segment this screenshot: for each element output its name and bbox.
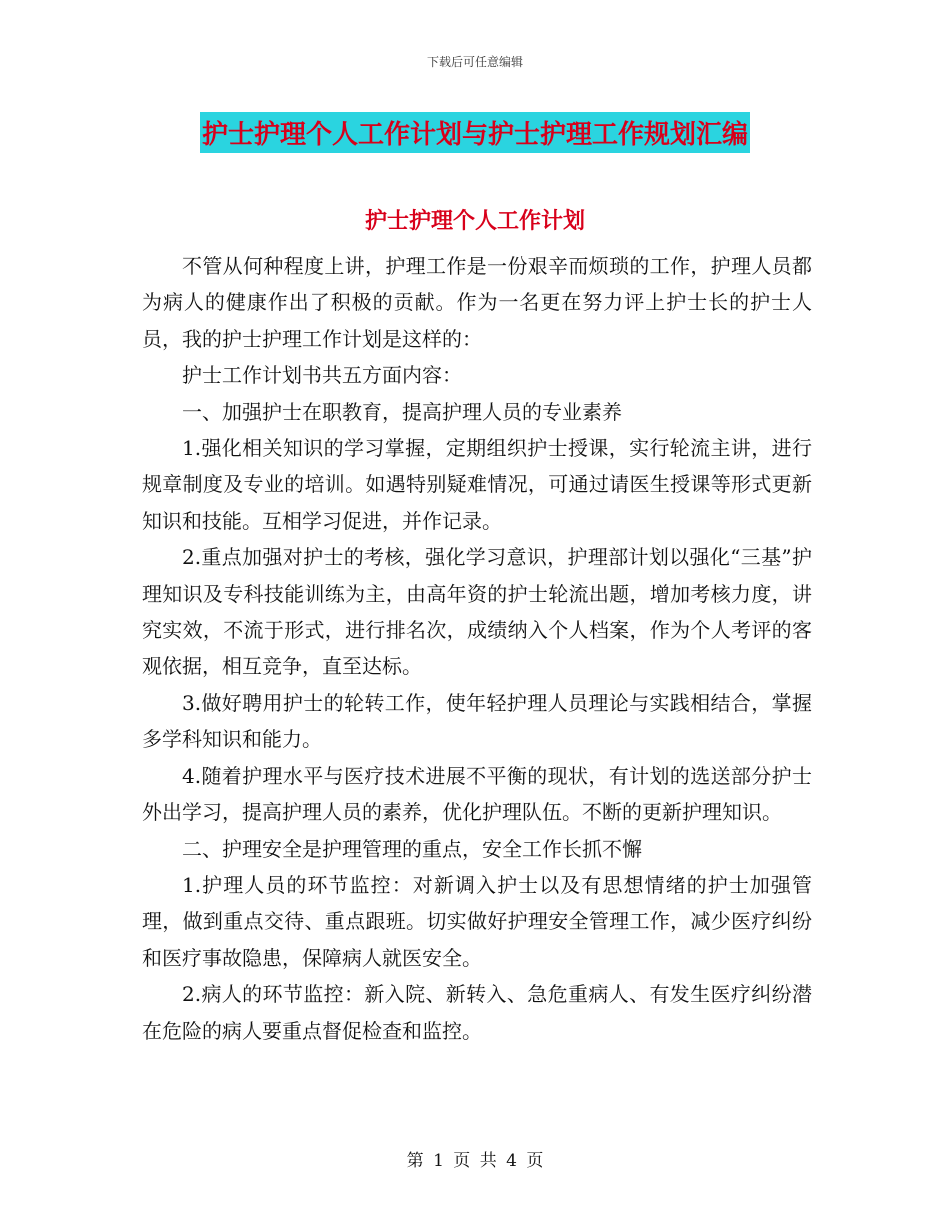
header-note: 下载后可任意编辑 xyxy=(426,55,523,69)
document-body xyxy=(142,248,812,1049)
paragraph: 2.重点加强对护士的考核，强化学习意识，护理部计划以强化“三基”护理知识及专科技能训练为主，由高年资的护士轮流出题，增加考核力度，讲究实效，不流于形式，进行排名次，成绩纳入个人档案，作为个人考评的客观依据，相互竞争，直至达标。 xyxy=(142,545,812,679)
document-title-text: 护士护理个人工作计划与护士护理工作规划汇编 xyxy=(200,112,750,153)
paragraph: 护士工作计划书共五方面内容： xyxy=(182,363,462,388)
paragraph: 1.护理人员的环节监控：对新调入护士以及有思想情绪的护士加强管理，做到重点交待、重点跟班。切实做好护理安全管理工作，减少医疗纠纷和医疗事故隐患，保障病人就医安全。 xyxy=(142,872,812,970)
paragraph: 3.做好聘用护士的轮转工作，使年轻护理人员理论与实践相结合，掌握多学科知识和能力。 xyxy=(142,690,812,752)
paragraph: 2.病人的环节监控：新入院、新转入、急危重病人、有发生医疗纠纷潜在危险的病人要重点督促检查和监控。 xyxy=(142,982,812,1043)
paragraph: 1.强化相关知识的学习掌握，定期组织护士授课，实行轮流主讲，进行规章制度及专业的培训。如遇特别疑难情况，可通过请医生授课等形式更新知识和技能。互相学习促进，并作记录。 xyxy=(142,436,812,533)
section-title: 护士护理个人工作计划 xyxy=(364,208,585,234)
document-title xyxy=(0,112,950,153)
paragraph: 4.随着护理水平与医疗技术进展不平衡的现状，有计划的选送部分护士外出学习，提高护理人员的素养，优化护理队伍。不断的更新护理知识。 xyxy=(142,763,812,825)
page-number-footer: 第 1 页 共 4 页 xyxy=(406,1151,544,1171)
paragraph: 不管从何种程度上讲，护理工作是一份艰辛而烦琐的工作，护理人员都为病人的健康作出了积极的贡献。作为一名更在努力评上护士长的护士人员，我的护士护理工作计划是这样的： xyxy=(142,254,812,351)
heading-section-1: 一、加强护士在职教育，提高护理人员的专业素养 xyxy=(182,399,622,424)
heading-section-2: 二、护理安全是护理管理的重点，安全工作长抓不懈 xyxy=(182,836,642,861)
